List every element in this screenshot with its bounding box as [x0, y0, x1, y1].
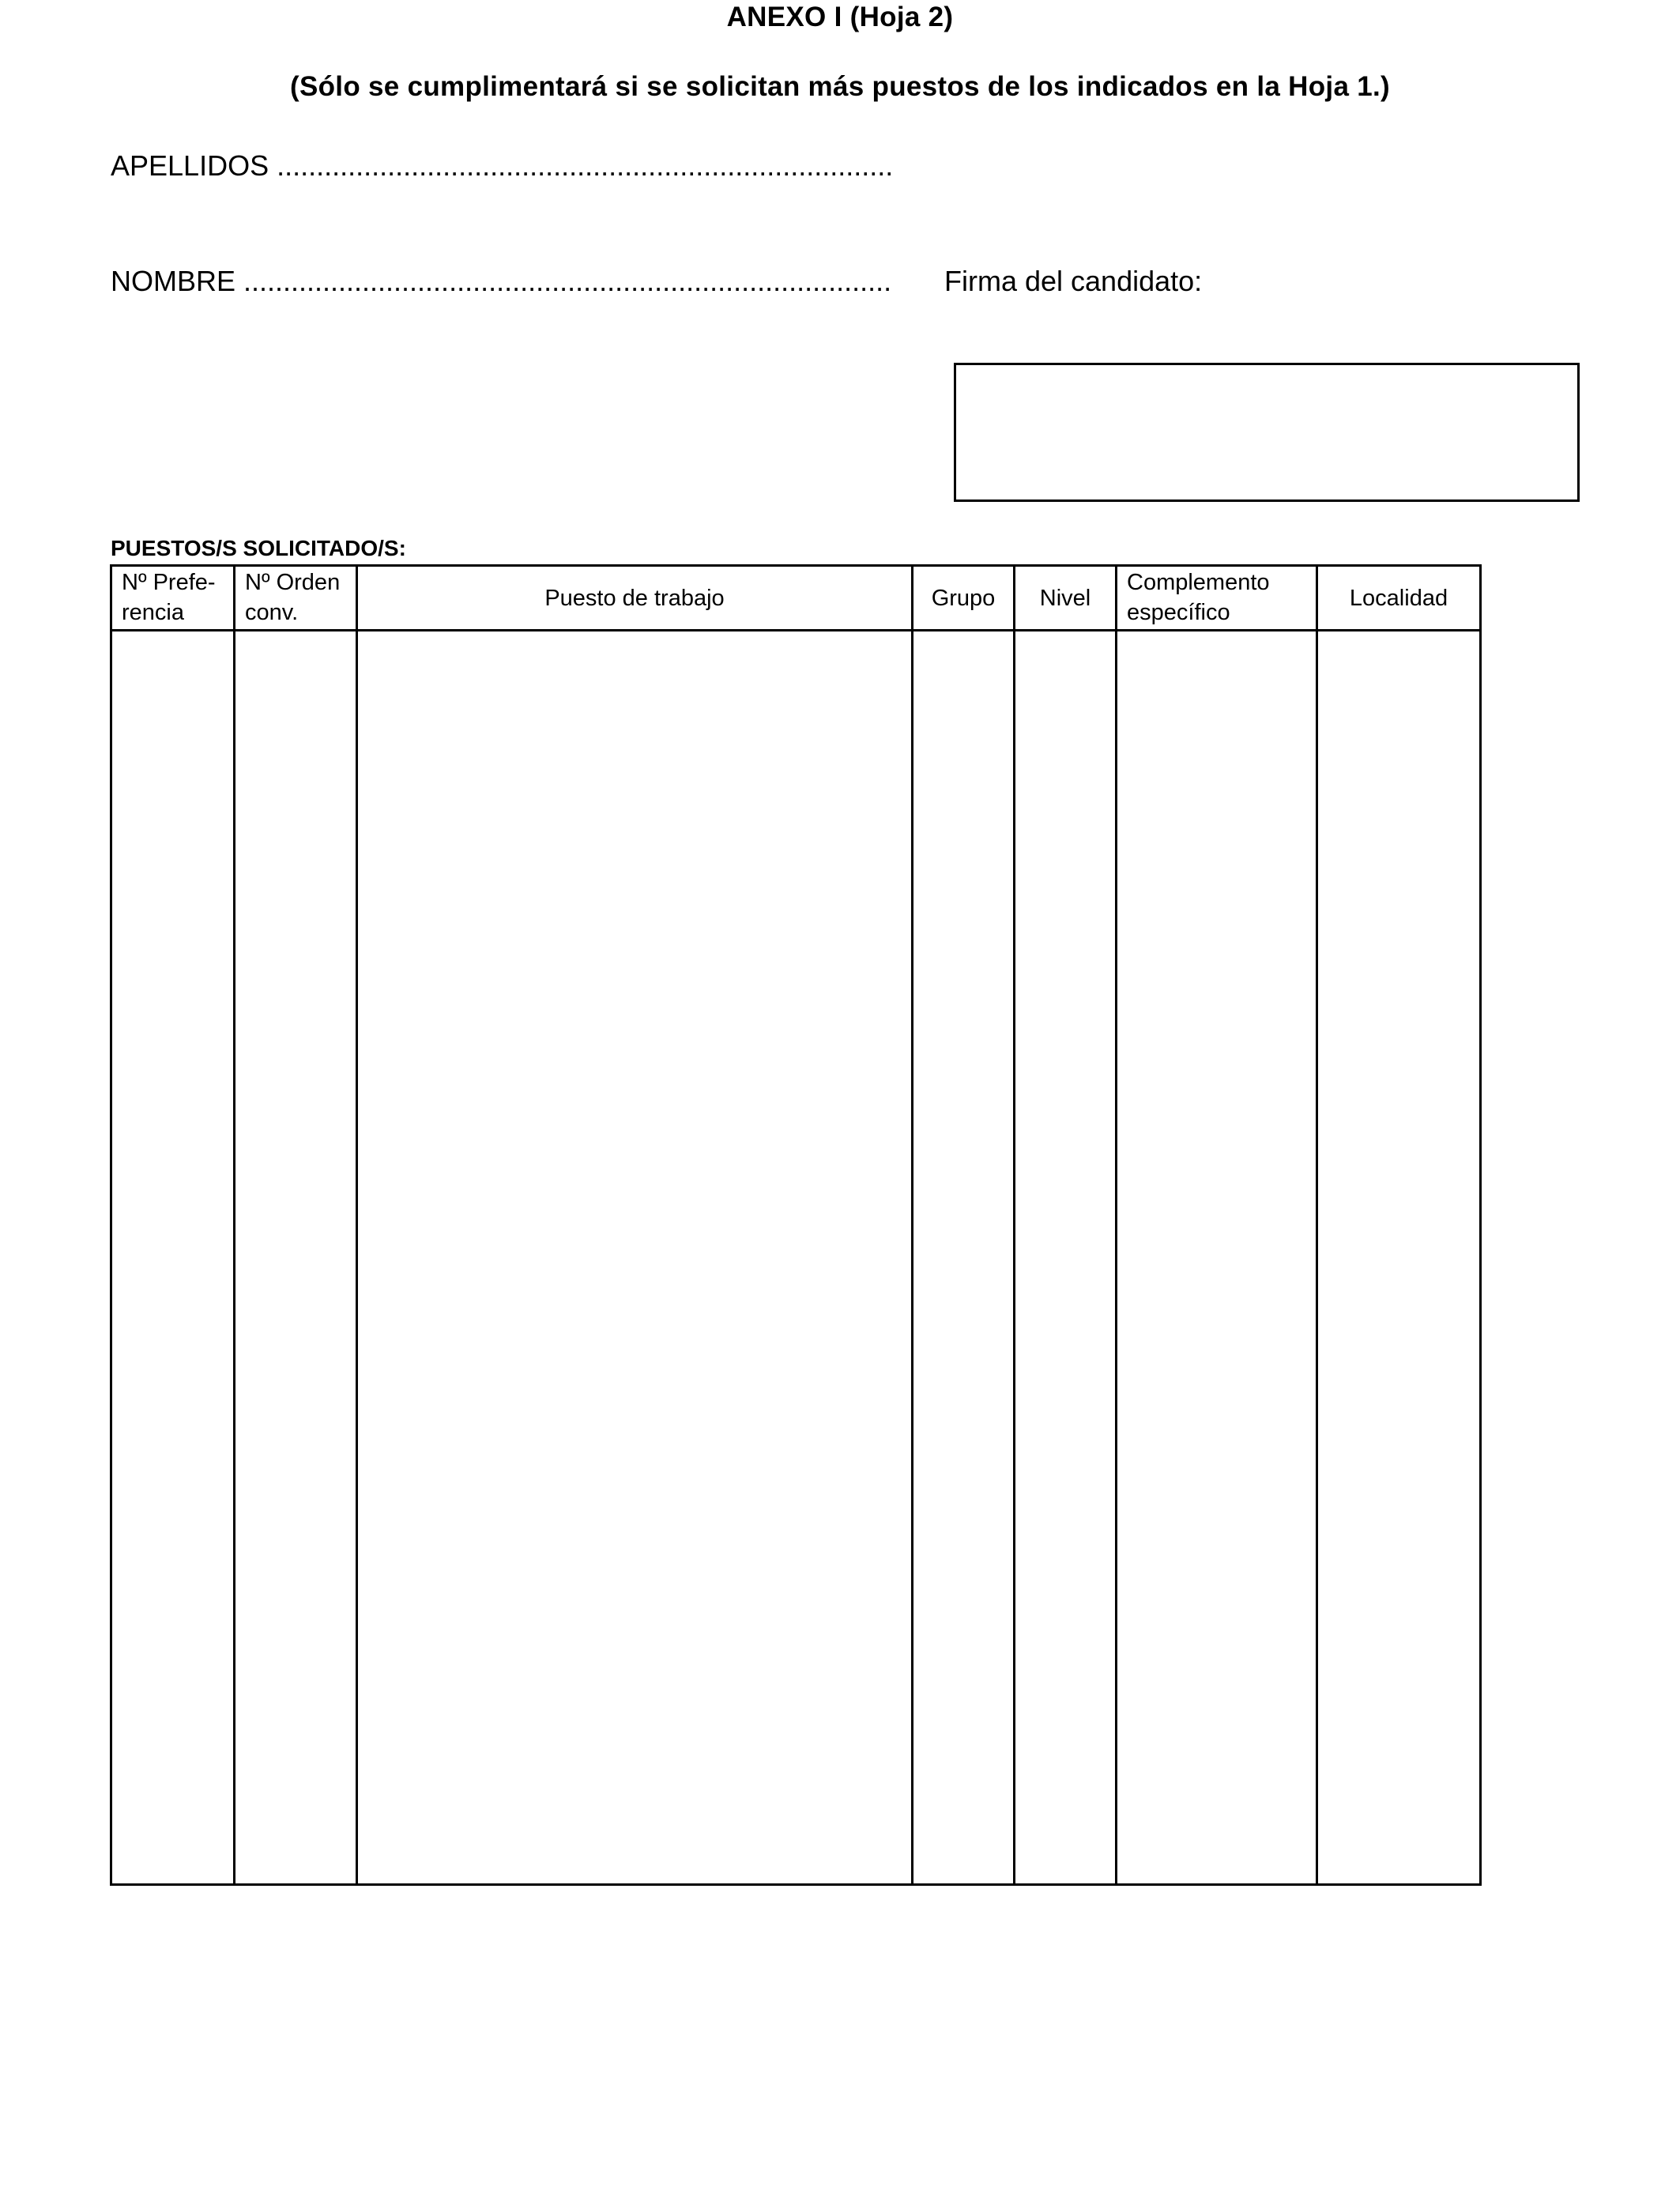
positions-table — [110, 564, 1482, 1886]
column-header-complemento — [1117, 566, 1317, 631]
column-header-line: Puesto de trabajo — [544, 585, 725, 611]
table-header-row — [111, 566, 1481, 631]
column-header-puesto — [357, 566, 913, 631]
column-header-orden — [235, 566, 357, 631]
column-header-nivel — [1015, 566, 1117, 631]
column-header-line: conv. — [245, 600, 299, 625]
document-subtitle: (Sólo se cumplimentará si se solicitan más puestos de los indicados en la Hoja 1.) — [290, 71, 1390, 102]
cell-grupo[interactable] — [913, 631, 1015, 1885]
signature-box[interactable] — [954, 363, 1580, 502]
column-header-line: Nivel — [1039, 585, 1091, 611]
column-header-line: Grupo — [931, 585, 996, 611]
signature-label: Firma del candidato: — [944, 265, 1203, 297]
column-header-line: Nº Orden — [245, 570, 341, 595]
cell-nivel[interactable] — [1015, 631, 1117, 1885]
cell-complemento[interactable] — [1117, 631, 1317, 1885]
column-header-line: específico — [1127, 600, 1230, 625]
column-header-line: Complemento — [1127, 570, 1270, 595]
section-label: PUESTOS/S SOLICITADO/S: — [111, 536, 406, 560]
nombre-field[interactable]: NOMBRE .................................................................................. — [111, 265, 892, 297]
column-header-preferencia — [111, 566, 235, 631]
cell-orden[interactable] — [235, 631, 357, 1885]
column-header-grupo — [913, 566, 1015, 631]
column-header-line: Nº Prefe- — [122, 570, 216, 595]
cell-puesto[interactable] — [357, 631, 913, 1885]
apellidos-field[interactable]: APELLIDOS .............................................................................. — [111, 149, 894, 182]
cell-preferencia[interactable] — [111, 631, 235, 1885]
column-header-localidad — [1317, 566, 1481, 631]
table-row — [111, 631, 1481, 1885]
document-title: ANEXO I (Hoja 2) — [726, 2, 954, 32]
column-header-line: rencia — [122, 600, 184, 625]
cell-localidad[interactable] — [1317, 631, 1481, 1885]
column-header-line: Localidad — [1349, 585, 1448, 611]
